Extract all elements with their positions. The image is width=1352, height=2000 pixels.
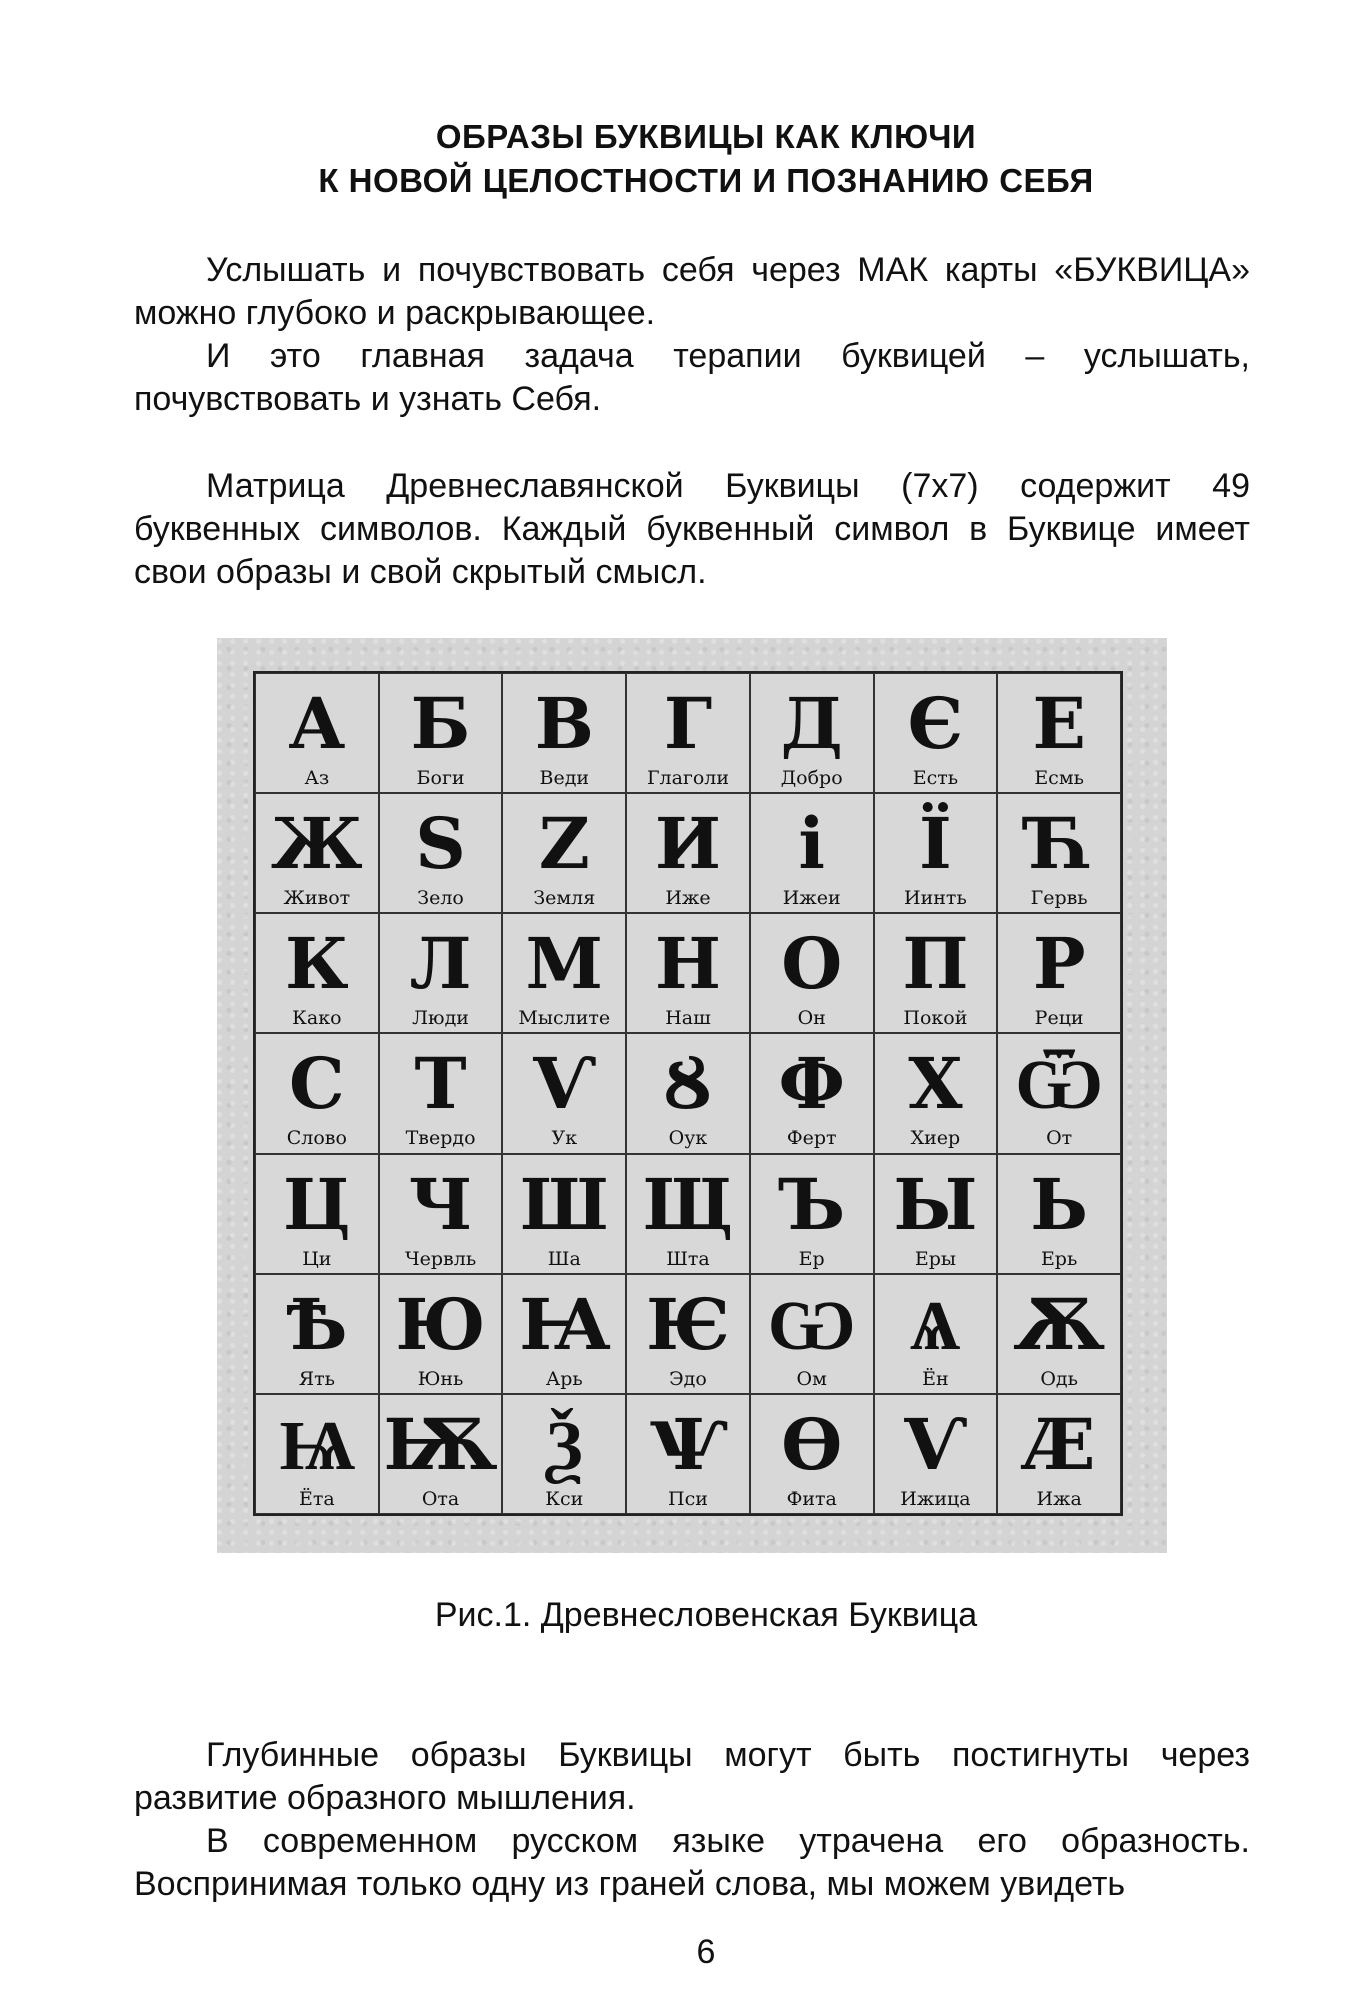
letter-cell xyxy=(502,1033,626,1153)
matrix-section xyxy=(134,465,1250,594)
letter-cell xyxy=(379,793,503,913)
letter-glyph: И xyxy=(654,802,722,886)
intro-paragraph-2: И это главная задача терапии буквицей – услышать, почувствовать и узнать Себя. xyxy=(134,337,1250,418)
letter-glyph: Ѣ xyxy=(286,1282,348,1366)
letter-cell xyxy=(874,673,998,793)
letter-cell xyxy=(502,673,626,793)
letter-name: Он xyxy=(797,1007,826,1030)
letter-cell xyxy=(255,1394,379,1514)
letter-name: Ижица xyxy=(900,1487,971,1510)
letter-glyph: Ѥ xyxy=(646,1282,730,1366)
letter-glyph: Л xyxy=(409,922,472,1006)
letter-cell xyxy=(502,793,626,913)
letter-cell xyxy=(379,673,503,793)
letter-glyph: Ї xyxy=(919,802,952,886)
letter-cell xyxy=(997,913,1121,1033)
letter-glyph: Ѧ xyxy=(910,1282,961,1366)
letter-name: Ён xyxy=(922,1367,949,1390)
letter-cell xyxy=(750,1154,874,1274)
letter-name: Покой xyxy=(903,1007,968,1030)
letter-cell xyxy=(997,1033,1121,1153)
letter-glyph: О xyxy=(781,922,843,1006)
letter-name: Есть xyxy=(912,767,959,789)
letter-name: Еры xyxy=(914,1247,956,1270)
letter-cell xyxy=(379,1154,503,1274)
letter-glyph: Д xyxy=(780,682,843,765)
letter-glyph: В xyxy=(534,682,594,765)
letter-name: Ферт xyxy=(786,1127,837,1150)
letter-glyph: Ж xyxy=(270,802,363,886)
letter-cell xyxy=(502,1274,626,1394)
letter-name: Како xyxy=(292,1007,342,1030)
letter-cell xyxy=(626,1394,750,1514)
letter-cell xyxy=(750,913,874,1033)
letter-cell xyxy=(997,793,1121,913)
page-title-line-2: К НОВОЙ ЦЕЛОСТНОСТИ И ПОЗНАНИЮ СЕБЯ xyxy=(318,162,1094,199)
letter-cell xyxy=(255,913,379,1033)
letter-glyph: Ѕ xyxy=(415,802,466,886)
letter-glyph: і xyxy=(798,802,825,886)
letter-name: Шта xyxy=(666,1247,710,1270)
letter-glyph: Ȣ xyxy=(663,1042,713,1126)
letter-glyph: Ѿ xyxy=(1015,1042,1103,1126)
letter-cell xyxy=(997,1394,1121,1514)
letter-name: Есмь xyxy=(1034,767,1084,789)
letter-cell xyxy=(874,1154,998,1274)
letter-glyph: Ѯ xyxy=(545,1402,583,1486)
letter-name: Реци xyxy=(1034,1007,1084,1030)
letter-name: От xyxy=(1046,1127,1073,1150)
letter-cell xyxy=(502,913,626,1033)
letter-name: Зело xyxy=(417,887,464,910)
letter-name: Хиер xyxy=(910,1127,961,1150)
letter-cell xyxy=(750,1394,874,1514)
letter-cell xyxy=(379,1394,503,1514)
letter-cell xyxy=(255,793,379,913)
letter-cell xyxy=(626,673,750,793)
letter-name: Ук xyxy=(551,1127,578,1150)
letter-name: Веди xyxy=(539,767,590,789)
intro-section xyxy=(134,249,1250,421)
letter-glyph: Ꙗ xyxy=(519,1282,610,1366)
letter-name: Ять xyxy=(298,1367,335,1390)
letter-glyph: Н xyxy=(654,922,722,1006)
letter-name: Иже xyxy=(665,887,711,910)
letter-glyph: Ӕ xyxy=(1022,1402,1096,1486)
letter-glyph: Ѭ xyxy=(383,1402,498,1486)
letter-cell xyxy=(626,793,750,913)
letter-name: Боги xyxy=(416,767,465,789)
letter-glyph: Х xyxy=(908,1042,963,1126)
letter-glyph: Щ xyxy=(642,1162,734,1246)
letter-name: Оук xyxy=(668,1127,708,1150)
letter-glyph: Е xyxy=(1032,682,1086,765)
letter-glyph: Ф xyxy=(778,1042,845,1126)
matrix-paragraph: Матрица Древнеславянской Буквицы (7х7) содержит 49 буквенных символов. Каждый буквенный символ в Буквице имеет свои образы и свой скрытый смысл. xyxy=(134,467,1250,591)
letter-cell xyxy=(874,913,998,1033)
letter-glyph: Р xyxy=(1032,922,1086,1006)
letter-glyph: Є xyxy=(907,682,964,765)
letter-glyph: М xyxy=(525,922,604,1006)
letter-name: Люди xyxy=(412,1007,469,1030)
letter-cell xyxy=(379,913,503,1033)
bukvitsa-grid xyxy=(253,671,1123,1516)
letter-cell xyxy=(874,793,998,913)
letter-name: Одь xyxy=(1040,1367,1078,1390)
letter-name: Кси xyxy=(545,1487,584,1510)
letter-glyph: К xyxy=(285,922,349,1006)
letter-glyph: Т xyxy=(414,1042,467,1126)
letter-name: Эдо xyxy=(669,1367,707,1390)
letter-name: Наш xyxy=(665,1007,711,1030)
letter-glyph: Ћ xyxy=(1025,802,1093,886)
letter-name: Пси xyxy=(668,1487,708,1510)
letter-name: Червль xyxy=(404,1247,477,1270)
letter-name: Ша xyxy=(547,1247,581,1270)
letter-glyph: А xyxy=(288,682,346,765)
letter-name: Гервь xyxy=(1030,887,1088,910)
figure-caption: Рис.1. Древнесловенская Буквица xyxy=(434,1596,978,1634)
letter-glyph: Ѫ xyxy=(1013,1282,1106,1366)
letter-name: Юнь xyxy=(417,1367,464,1390)
letter-glyph: П xyxy=(902,922,969,1006)
letter-cell xyxy=(997,673,1121,793)
outro-section xyxy=(134,1734,1250,1906)
letter-name: Ом xyxy=(796,1367,827,1390)
letter-name: Ер xyxy=(798,1247,825,1270)
letter-glyph: Ѳ xyxy=(781,1402,843,1486)
letter-cell xyxy=(502,1154,626,1274)
letter-cell xyxy=(255,1033,379,1153)
letter-name: Фита xyxy=(786,1487,837,1510)
letter-name: Твердо xyxy=(405,1127,476,1150)
letter-name: Живот xyxy=(283,887,351,910)
letter-name: Ижеи xyxy=(782,887,841,910)
letter-cell xyxy=(874,1274,998,1394)
letter-cell xyxy=(626,1154,750,1274)
page-title-line-1: ОБРАЗЫ БУКВИЦЫ КАК КЛЮЧИ xyxy=(435,118,977,155)
letter-glyph: Б xyxy=(410,682,471,765)
letter-glyph: Ю xyxy=(395,1282,486,1366)
letter-cell xyxy=(626,913,750,1033)
letter-cell xyxy=(255,673,379,793)
letter-glyph: С xyxy=(288,1042,345,1126)
intro-paragraph-1: Услышать и почувствовать себя через МАК карты «БУКВИЦА» можно глубоко и раскрывающее. xyxy=(134,251,1250,332)
letter-name: Ёта xyxy=(298,1487,335,1510)
letter-name: Аз xyxy=(304,767,330,789)
letter-cell xyxy=(750,1274,874,1394)
letter-cell xyxy=(874,1394,998,1514)
bukvitsa-figure xyxy=(217,638,1167,1553)
letter-glyph: Ѵ xyxy=(903,1402,968,1486)
letter-glyph: Ъ xyxy=(778,1162,846,1246)
letter-cell xyxy=(997,1274,1121,1394)
letter-cell xyxy=(379,1274,503,1394)
letter-name: Ерь xyxy=(1040,1247,1078,1270)
letter-cell xyxy=(379,1033,503,1153)
letter-cell xyxy=(750,1033,874,1153)
letter-name: Ци xyxy=(302,1247,332,1270)
letter-cell xyxy=(874,1033,998,1153)
letter-cell xyxy=(626,1033,750,1153)
letter-glyph: Ζ xyxy=(538,802,590,886)
letter-cell xyxy=(750,673,874,793)
letter-name: Глаголи xyxy=(646,767,730,789)
letter-name: Земля xyxy=(533,887,596,910)
letter-glyph: Ѵ xyxy=(532,1042,597,1126)
letter-name: Арь xyxy=(545,1367,583,1390)
letter-glyph: Г xyxy=(663,682,713,765)
letter-glyph: Ч xyxy=(408,1162,473,1246)
letter-cell xyxy=(750,793,874,913)
outro-paragraph-2: В современном русском языке утрачена его образность. Воспринимая только одну из граней слова, мы можем увидеть xyxy=(134,1822,1250,1903)
letter-name: Мыслите xyxy=(518,1007,611,1030)
letter-glyph: Ц xyxy=(283,1162,351,1246)
letter-name: Ота xyxy=(421,1487,460,1510)
letter-cell xyxy=(626,1274,750,1394)
letter-name: Ижа xyxy=(1036,1487,1082,1510)
letter-glyph: Ы xyxy=(893,1162,978,1246)
letter-cell xyxy=(255,1154,379,1274)
letter-cell xyxy=(255,1274,379,1394)
letter-cell xyxy=(502,1394,626,1514)
page-number: 6 xyxy=(696,1933,716,1971)
letter-glyph: Ь xyxy=(1030,1162,1089,1246)
letter-name: Иинть xyxy=(904,887,967,910)
letter-name: Слово xyxy=(286,1127,347,1150)
letter-glyph: Ѡ xyxy=(767,1282,856,1366)
letter-glyph: Ш xyxy=(519,1162,609,1246)
outro-paragraph-1: Глубинные образы Буквицы могут быть постигнуты через развитие образного мышления. xyxy=(134,1736,1250,1817)
letter-name: Добро xyxy=(780,767,843,789)
letter-glyph: Ѱ xyxy=(649,1402,727,1486)
letter-glyph: Ѩ xyxy=(278,1402,356,1486)
letter-cell xyxy=(997,1154,1121,1274)
